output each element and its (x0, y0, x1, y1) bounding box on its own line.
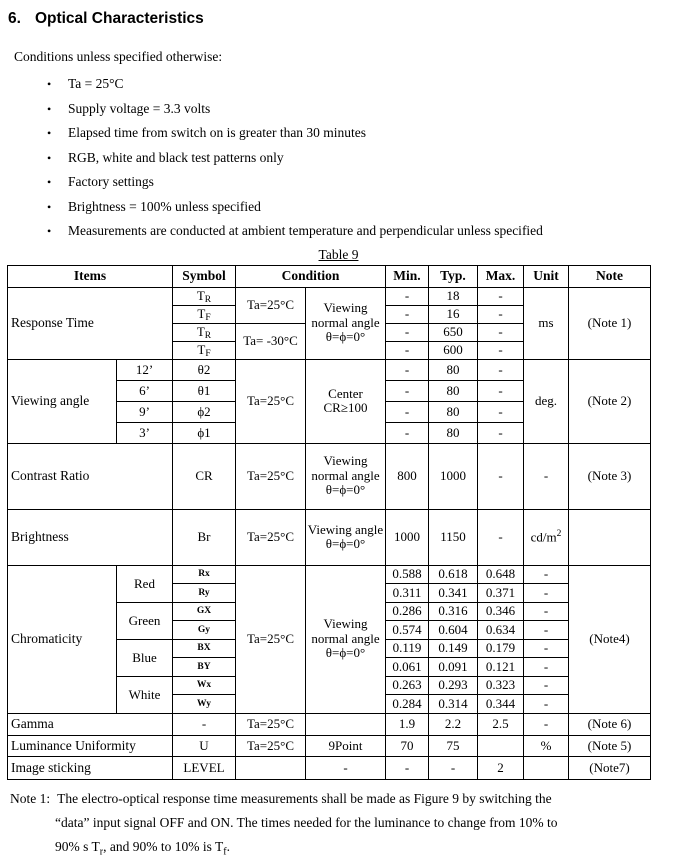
cell-unit (524, 509, 569, 565)
unit-superscript: 2 (557, 529, 562, 539)
cell-position: 9’ (117, 401, 173, 422)
cell-condition2 (306, 713, 386, 735)
cell-typ: 1150 (429, 509, 478, 565)
optical-characteristics-table (7, 265, 651, 780)
cell-max: 2 (478, 756, 524, 779)
table-row (8, 509, 651, 565)
cell-position: 12’ (117, 359, 173, 380)
cell-max (478, 735, 524, 756)
cell-min: 0.574 (386, 621, 429, 640)
cell-position: 6’ (117, 380, 173, 401)
cell-unit: - (524, 639, 569, 658)
cell-typ: 75 (429, 735, 478, 756)
cell-typ: 0.316 (429, 602, 478, 621)
cell-symbol (173, 341, 236, 359)
table-row (8, 713, 651, 735)
cell-max: - (478, 359, 524, 380)
cell-typ: 0.293 (429, 676, 478, 695)
cell-note: (Note4) (569, 565, 651, 713)
row-label-brightness: Brightness (8, 509, 173, 565)
cell-typ: 600 (429, 341, 478, 359)
cell-condition-temp: Ta=25°C (236, 359, 306, 443)
cell-min: - (386, 756, 429, 779)
cell-note: (Note 5) (569, 735, 651, 756)
cell-min: - (386, 401, 429, 422)
cell-max: 0.371 (478, 584, 524, 603)
header-condition: Condition (236, 265, 386, 287)
cell-symbol: ϕ2 (173, 401, 236, 422)
bullet-item: • Elapsed time from switch on is greater than 30 minutes (68, 121, 677, 146)
cell-note: (Note 1) (569, 287, 651, 359)
symbol-subscript: R (205, 295, 211, 305)
bullet-icon: • (47, 219, 51, 244)
cell-max: - (478, 287, 524, 305)
header-max: Max. (478, 265, 524, 287)
symbol-base: T (197, 288, 205, 303)
cell-symbol: θ1 (173, 380, 236, 401)
cell-condition-temp: Ta=25°C (236, 287, 306, 323)
table-row (8, 756, 651, 779)
cell-typ: 2.2 (429, 713, 478, 735)
cell-symbol: Gy (173, 621, 236, 640)
cell-min: 0.311 (386, 584, 429, 603)
cell-note (569, 509, 651, 565)
table-row (8, 735, 651, 756)
cell-symbol: Wy (173, 695, 236, 714)
row-label-image-sticking: Image sticking (8, 756, 173, 779)
cell-symbol: Br (173, 509, 236, 565)
row-label-viewing-angle: Viewing angle (8, 359, 117, 443)
note-1-line-2: “data” input signal OFF and ON. The times needed for the luminance to change from 10% to (10, 811, 665, 835)
symbol-subscript: F (205, 313, 210, 323)
cell-min: 0.119 (386, 639, 429, 658)
bullet-icon: • (47, 97, 51, 122)
cell-unit: - (524, 676, 569, 695)
cell-symbol: U (173, 735, 236, 756)
cell-unit: deg. (524, 359, 569, 443)
cell-condition-temp: Ta=25°C (236, 713, 306, 735)
cell-max: - (478, 422, 524, 443)
unit-base: cd/m (531, 529, 557, 544)
cell-condition-temp: Ta=25°C (236, 565, 306, 713)
cell-color: Red (117, 565, 173, 602)
cell-symbol: Ry (173, 584, 236, 603)
cell-condition-temp: Ta=25°C (236, 735, 306, 756)
cell-typ: 650 (429, 323, 478, 341)
cell-symbol: ϕ1 (173, 422, 236, 443)
cell-min: - (386, 287, 429, 305)
cell-max: 0.634 (478, 621, 524, 640)
cell-min: 0.588 (386, 565, 429, 584)
bullet-icon: • (47, 146, 51, 171)
cell-symbol: BY (173, 658, 236, 677)
cell-max: - (478, 443, 524, 509)
cell-symbol: Rx (173, 565, 236, 584)
cell-condition-angle: Viewing normal angle θ=ϕ=0° (306, 565, 386, 713)
cell-unit: ms (524, 287, 569, 359)
cell-max: 0.179 (478, 639, 524, 658)
cell-max: 0.648 (478, 565, 524, 584)
table-header-row (8, 265, 651, 287)
header-unit: Unit (524, 265, 569, 287)
header-items: Items (8, 265, 173, 287)
cell-max: 2.5 (478, 713, 524, 735)
cell-unit: - (524, 658, 569, 677)
cell-symbol (173, 287, 236, 305)
cell-condition-angle: Viewing normal angle θ=ϕ=0° (306, 443, 386, 509)
table-row (8, 443, 651, 509)
cell-symbol: - (173, 713, 236, 735)
row-label-chromaticity: Chromaticity (8, 565, 117, 713)
cell-typ: 80 (429, 422, 478, 443)
row-label-response-time: Response Time (8, 287, 173, 359)
cell-condition2: 9Point (306, 735, 386, 756)
bullet-icon: • (47, 72, 51, 97)
cell-typ: 0.149 (429, 639, 478, 658)
cell-typ: 18 (429, 287, 478, 305)
cell-color: Blue (117, 639, 173, 676)
cell-min: 0.061 (386, 658, 429, 677)
cell-symbol: θ2 (173, 359, 236, 380)
cell-min: - (386, 359, 429, 380)
cell-typ: 80 (429, 359, 478, 380)
cell-symbol: GX (173, 602, 236, 621)
header-typ: Typ. (429, 265, 478, 287)
cell-max: - (478, 323, 524, 341)
symbol-base: T (197, 306, 205, 321)
cell-max: - (478, 401, 524, 422)
cell-unit: - (524, 713, 569, 735)
cell-typ: 16 (429, 305, 478, 323)
section-title-text: Optical Characteristics (35, 10, 204, 27)
table-row (8, 565, 651, 584)
cell-note: (Note 2) (569, 359, 651, 443)
cell-max: - (478, 305, 524, 323)
row-label-luminance-uniformity: Luminance Uniformity (8, 735, 173, 756)
cell-unit: - (524, 602, 569, 621)
header-note: Note (569, 265, 651, 287)
cell-position: 3’ (117, 422, 173, 443)
cell-symbol: Wx (173, 676, 236, 695)
symbol-base: T (197, 342, 205, 357)
subscript-f: f (223, 846, 226, 857)
note-1 (10, 787, 665, 864)
cell-max: 0.344 (478, 695, 524, 714)
cell-note: (Note 6) (569, 713, 651, 735)
cell-color: White (117, 676, 173, 713)
bullet-item: • Measurements are conducted at ambient temperature and perpendicular unless specified (68, 219, 677, 244)
cell-min: 70 (386, 735, 429, 756)
section-number: 6. (8, 10, 21, 28)
cell-condition-angle: Viewing normal angle θ=ϕ=0° (306, 287, 386, 359)
cell-symbol: CR (173, 443, 236, 509)
cell-typ: 0.341 (429, 584, 478, 603)
cell-symbol: LEVEL (173, 756, 236, 779)
cell-symbol (173, 305, 236, 323)
row-label-gamma: Gamma (8, 713, 173, 735)
cell-min: - (386, 305, 429, 323)
cell-condition-center: Center CR≥100 (306, 359, 386, 443)
cell-unit: - (524, 621, 569, 640)
bullet-item: • Ta = 25°C (68, 72, 677, 97)
cell-min: - (386, 380, 429, 401)
cell-condition-temp: Ta=25°C (236, 509, 306, 565)
cell-unit: - (524, 584, 569, 603)
bullet-item: • Supply voltage = 3.3 volts (68, 97, 677, 122)
bullet-icon: • (47, 170, 51, 195)
cell-max: 0.121 (478, 658, 524, 677)
table-caption: Table 9 (0, 247, 677, 263)
cell-symbol: BX (173, 639, 236, 658)
cell-typ: 0.604 (429, 621, 478, 640)
cell-typ: 0.314 (429, 695, 478, 714)
cell-min: - (386, 341, 429, 359)
cell-min: 800 (386, 443, 429, 509)
note-1-line-1: Note 1: The electro-optical response time measurements shall be made as Figure 9 by switching the (10, 787, 665, 811)
table-row (8, 359, 651, 380)
cell-unit: - (524, 695, 569, 714)
cell-max: - (478, 380, 524, 401)
cell-max: - (478, 509, 524, 565)
cell-condition-angle: Viewing angle θ=ϕ=0° (306, 509, 386, 565)
bullet-item: • Brightness = 100% unless specified (68, 195, 677, 220)
bullet-icon: • (47, 121, 51, 146)
cell-min: 1000 (386, 509, 429, 565)
symbol-base: T (197, 324, 205, 339)
cell-max: 0.346 (478, 602, 524, 621)
cell-unit: - (524, 443, 569, 509)
bullet-item: • Factory settings (68, 170, 677, 195)
note-1-line-3: 90% s $T_r$, and 90% to 10% is $T_f$. (10, 835, 665, 864)
cell-min: 0.263 (386, 676, 429, 695)
cell-max: - (478, 341, 524, 359)
symbol-subscript: F (205, 349, 210, 359)
cell-unit (524, 756, 569, 779)
header-min: Min. (386, 265, 429, 287)
page-title (8, 10, 677, 28)
table-row (8, 287, 651, 305)
cell-color: Green (117, 602, 173, 639)
cell-min: 0.286 (386, 602, 429, 621)
cell-typ: 0.618 (429, 565, 478, 584)
note-1-label: Note 1: (10, 791, 50, 806)
cell-typ: - (429, 756, 478, 779)
header-symbol: Symbol (173, 265, 236, 287)
cell-unit: % (524, 735, 569, 756)
row-label-contrast-ratio: Contrast Ratio (8, 443, 173, 509)
conditions-intro: Conditions unless specified otherwise: (14, 49, 677, 65)
cell-condition-temp: Ta=25°C (236, 443, 306, 509)
cell-typ: 0.091 (429, 658, 478, 677)
cell-note: (Note7) (569, 756, 651, 779)
conditions-list (0, 72, 677, 244)
cell-min: - (386, 422, 429, 443)
cell-unit: - (524, 565, 569, 584)
bullet-item: • RGB, white and black test patterns only (68, 146, 677, 171)
cell-typ: 80 (429, 380, 478, 401)
cell-typ: 1000 (429, 443, 478, 509)
cell-min: 0.284 (386, 695, 429, 714)
cell-symbol (173, 323, 236, 341)
cell-condition-temp: Ta= -30°C (236, 323, 306, 359)
cell-typ: 80 (429, 401, 478, 422)
cell-note: (Note 3) (569, 443, 651, 509)
cell-condition-temp (236, 756, 306, 779)
cell-condition2: - (306, 756, 386, 779)
cell-min: 1.9 (386, 713, 429, 735)
symbol-subscript: R (205, 331, 211, 341)
bullet-icon: • (47, 195, 51, 220)
cell-max: 0.323 (478, 676, 524, 695)
subscript-r: r (100, 846, 103, 857)
cell-min: - (386, 323, 429, 341)
